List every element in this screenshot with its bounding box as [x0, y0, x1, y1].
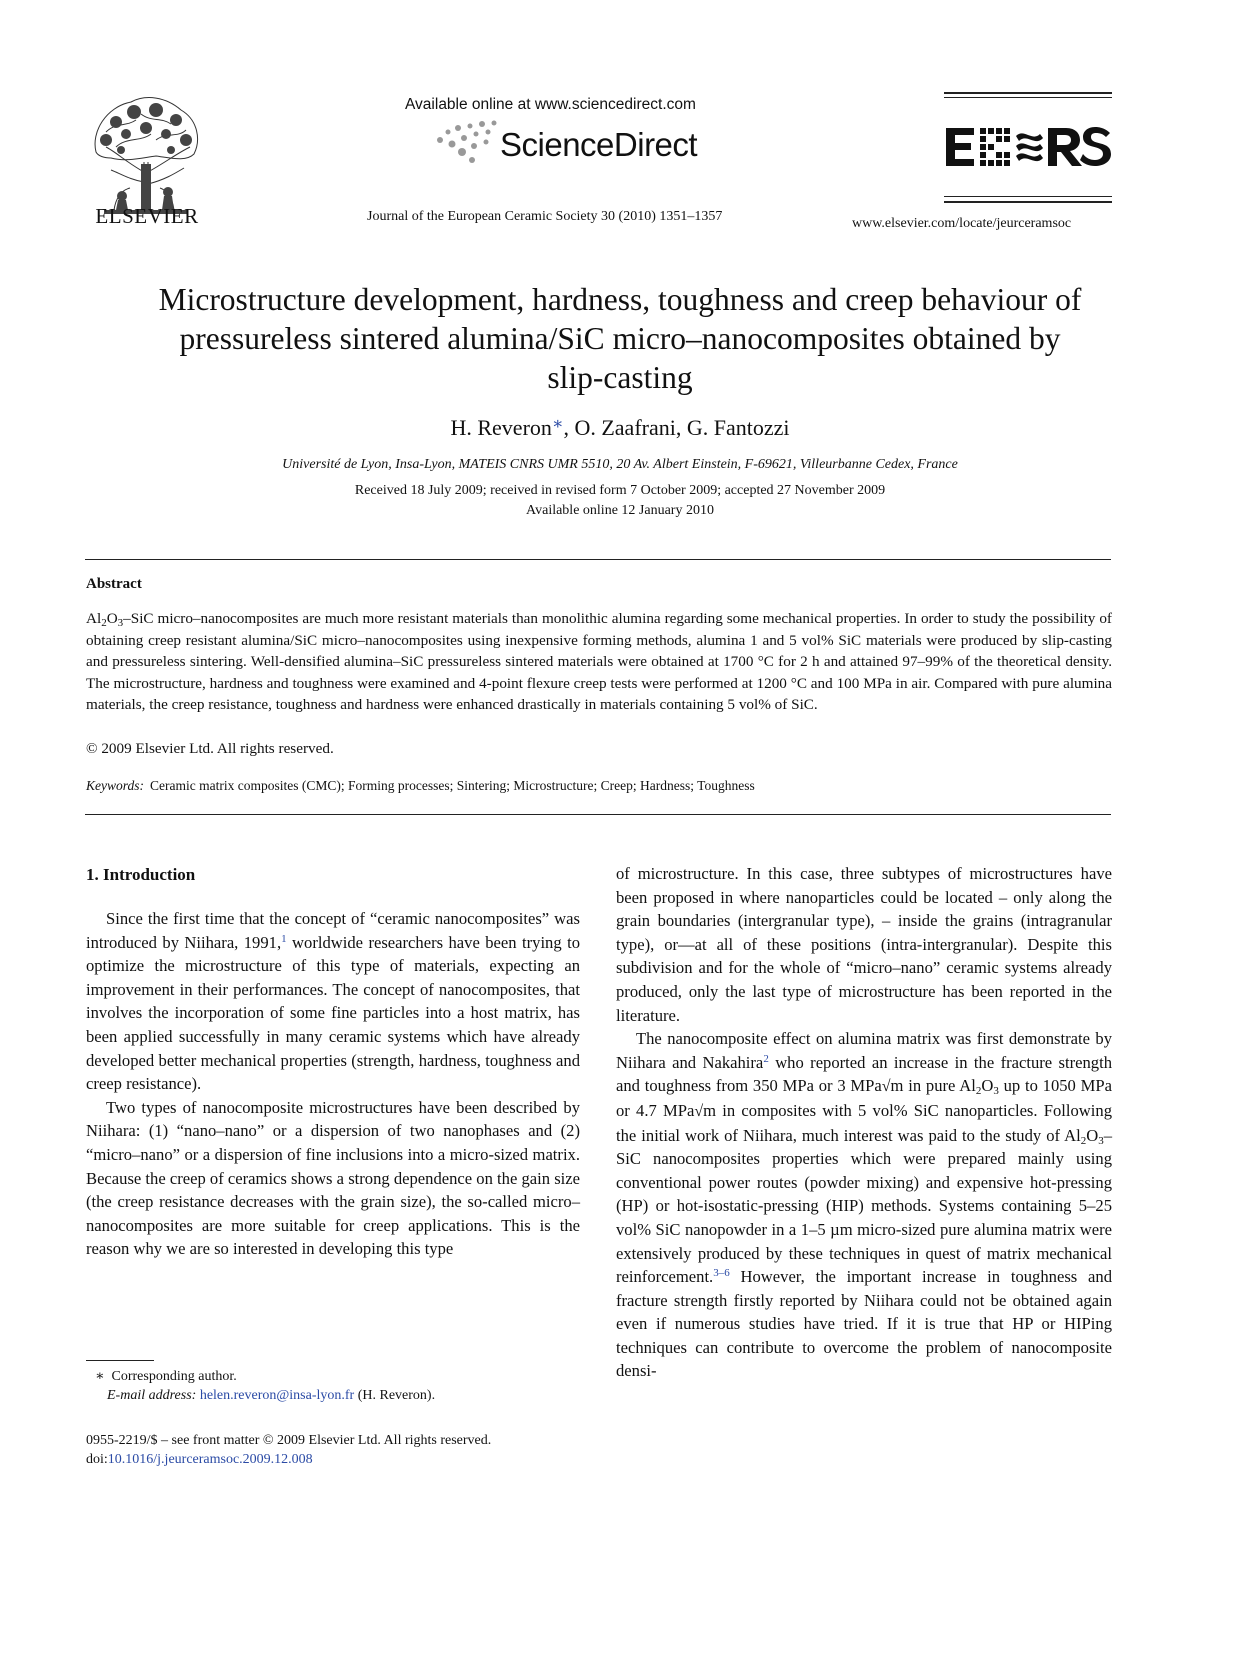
keywords-list: Ceramic matrix composites (CMC); Forming processes; Sintering; Microstructure; Creep; Hardness; Toughness	[150, 778, 755, 793]
reference-link[interactable]: 1	[281, 932, 287, 945]
header-rule	[944, 92, 1112, 94]
available-online-date: Available online 12 January 2010	[526, 503, 714, 518]
reference-link[interactable]: 2	[763, 1052, 769, 1065]
email-link[interactable]: helen.reveron@insa-lyon.fr	[199, 1388, 355, 1403]
journal-citation: Journal of the European Ceramic Society 30 (2010) 1351–1357	[367, 209, 723, 224]
title-line: Microstructure development, hardness, toughness and creep behaviour of	[158, 282, 1082, 317]
paragraph: Two types of nanocomposite microstructures have been described by Niihara: (1) “nano–nano” or a dispersion of two nanophases and (2) “micro–nano” or a dispersion of fine inclusions into a micro-sized matrix. Because the creep of ceramics shows a strong dependence on the gain size (the creep resistance decreases with the grain size), the so-called micro–nanocomposites are more suitable for creep applications. This is the reason why we are so interested in developing this type	[86, 1097, 580, 1259]
author-names: , O. Zaafrani, G. Fantozzi	[563, 415, 790, 440]
left-column	[86, 862, 580, 1261]
section-heading: 1. Introduction	[86, 865, 196, 884]
section-divider	[85, 814, 1111, 815]
article-title	[90, 280, 1150, 397]
keywords-label: Keywords:	[86, 778, 144, 793]
email-footnote: E-mail address: helen.reveron@insa-lyon.fr (H. Reveron).	[107, 1388, 436, 1403]
corresponding-author-marker[interactable]: ∗	[551, 414, 564, 433]
paragraph: The nanocomposite effect on alumina matrix was first demonstrate by Niihara and Nakahira$^2$ who reported an increase in the fracture strength and toughness from 350 MPa or 3 MPa√m in pure $Al_2O_3$ up to 1050 MPa or 4.7 MPa√m in composites with 5 vol% SiC nanoparticles. Following the initial work of Niihara, much interest was paid to the study of $Al_2O_3$–SiC nanocomposites properties which were prepared mainly using conventional power routes (powder mixing) and expensive hot-pressing (HP) or hot-isostatic-pressing (HIP) methods. Systems containing 5–25 vol% SiC nanopowder in a 1–5 µm micro-sized pure alumina matrix were extensively produced by these techniques in quest of matrix mechanical reinforcement.$^{3-6}$ However, the important increase in toughness and fracture strength firstly reported by Niihara could not be obtained again even if numerous studies have tried. If it is true that HP or HIPing techniques can contribute to overcome the problem of nanocomposite densi-	[616, 1029, 1113, 1381]
doi-line: doi:10.1016/j.jeurceramsoc.2009.12.008	[86, 1452, 313, 1467]
sciencedirect-wordmark: ScienceDirect	[500, 126, 698, 163]
received-dates: Received 18 July 2009; received in revised form 7 October 2009; accepted 27 November 2009	[354, 483, 886, 498]
abstract-text: $Al_2O_3$–SiC micro–nanocomposites are much more resistant materials than monolithic alumina regarding some mechanical properties. In order to study the possibility of obtaining creep resistant alumina/SiC micro–nanocomposites using inexpensive forming methods, alumina 1 and 5 vol% SiC materials were produced by slip-casting and pressureless sintering. Well-densified alumina–SiC pressureless sintered materials were obtained at 1700 °C for 2 h and attained 97–99% of the theoretical density. The microstructure, hardness and toughness were examined and 4-point flexure creep tests were performed at 1200 °C and 100 MPa in air. Compared with pure alumina materials, the creep resistance, toughness and hardness were enhanced drastically in materials containing 5 vol% of SiC.	[86, 610, 1112, 713]
keywords-line	[86, 778, 755, 794]
sqrt-symbol: √	[881, 1078, 891, 1096]
footnote-rule	[86, 1360, 154, 1361]
elsevier-tree-logo	[86, 92, 206, 222]
author-list	[90, 414, 1150, 441]
corresponding-footnote: ∗ Corresponding author.	[95, 1369, 237, 1384]
issn-line: 0955-2219/$ – see front matter © 2009 Elsevier Ltd. All rights reserved.	[86, 1433, 492, 1448]
journal-url[interactable]: www.elsevier.com/locate/jeurceramsoc	[852, 216, 1072, 231]
reference-link[interactable]: 3–6	[713, 1267, 730, 1280]
header-rule	[944, 196, 1112, 197]
author-affiliation: Université de Lyon, Insa-Lyon, MATEIS CNRS UMR 5510, 20 Av. Albert Einstein, F-69621, Villeurbanne Cedex, France	[282, 457, 958, 472]
author-name: H. Reveron	[450, 415, 552, 440]
doi-link[interactable]: 10.1016/j.jeurceramsoc.2009.12.008	[107, 1452, 313, 1467]
right-column	[616, 862, 1112, 1383]
paragraph: Since the first time that the concept of “ceramic nanocomposites” was introduced by Niihara, 1991,$^1$ worldwide researchers have been trying to optimize the microstructure of this type of materials, expecting an improvement in their performances. The concept of nanocomposites, that involves the incorporation of some fine particles into a host matrix, has been applied successfully in many ceramic systems which have already developed better mechanical properties (strength, hardness, toughness and creep resistance).	[86, 909, 580, 1094]
paragraph: of microstructure. In this case, three subtypes of microstructures have been proposed in where nanoparticles could be located – only along the grain boundaries (intergranular type), – inside the grains (intragranular type), or—at all of these positions (intra-intergranular). Despite this subdivision and for the whole of “micro–nano” ceramic systems already produced, only the last type of microstructure has been reported in the literature.	[616, 864, 1112, 1025]
available-online-text: Available online at www.sciencedirect.com	[405, 96, 696, 113]
publisher-name: ELSEVIER	[95, 204, 199, 228]
abstract-heading: Abstract	[86, 576, 142, 592]
abstract-copyright: © 2009 Elsevier Ltd. All rights reserved.	[86, 740, 334, 757]
title-line: pressureless sintered alumina/SiC micro–nanocomposites obtained by	[179, 321, 1061, 356]
ecers-logo	[944, 122, 1114, 172]
sqrt-symbol: √	[694, 1102, 704, 1120]
title-line: slip-casting	[547, 360, 693, 395]
header-rule	[944, 201, 1112, 203]
header-rule	[944, 97, 1112, 98]
section-divider	[85, 559, 1111, 560]
